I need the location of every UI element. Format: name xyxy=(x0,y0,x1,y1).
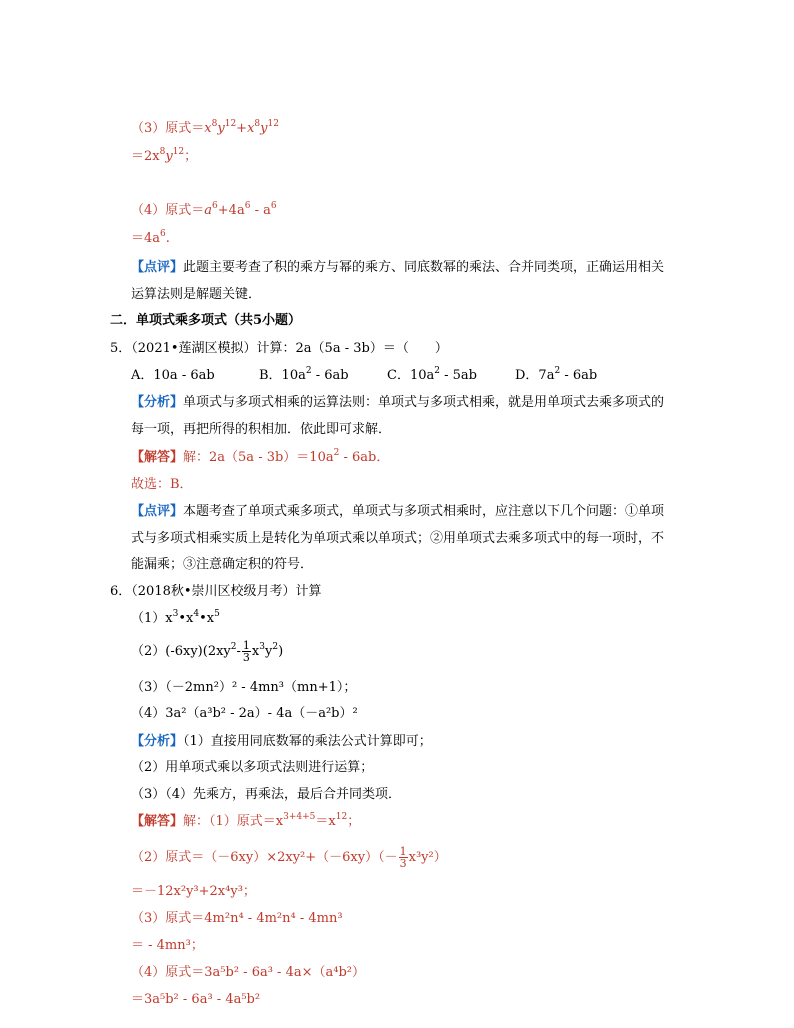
q6-item3: （3）（－2mn²）² - 4mn³（mn+1）； xyxy=(131,680,357,695)
p3-line1: （3）原式$=x^8y^{12}+x^8y^{12}$ xyxy=(131,119,279,136)
p3-line2: $=2x^8y^{12}$； xyxy=(131,147,198,164)
analysis-tag: 【分析】 xyxy=(131,734,184,749)
comment1-line1: 【点评】此题主要考查了积的乘方与幂的乘方、同底数幂的乘法、合并同类项，正确运用相关 xyxy=(131,260,665,275)
q5-analysis-line2: 每一项，再把所得的积相加．依此即可求解． xyxy=(131,422,392,437)
q6-answer-line1: 【解答】解：（1）原式$=x^{3+4+5}=x^{12}$； xyxy=(131,812,361,829)
p4-line2: $=4a^6$. xyxy=(131,229,170,246)
q5-choice: 故选：B． xyxy=(131,477,193,492)
analysis-tag: 【分析】 xyxy=(131,395,184,410)
q6-answer-line5: ＝ - 4mn³； xyxy=(131,938,204,953)
fraction: $\frac{1}{3}$ xyxy=(242,639,250,664)
q6-item2: $(2)(-6xy)(2xy^2-$ $\frac{1}{3}$ $x^3y^2$) xyxy=(131,639,284,664)
q6-answer-line6: （4）原式＝3a⁵b² - 6a³ - 4a×（a⁴b²） xyxy=(131,965,365,980)
q5-comment-line2: 式与多项式相乘实质上是转化为单项式乘以单项式；②用单项式去乘多项式中的每一项时，不 xyxy=(131,531,665,546)
q6-analysis-line3: （3）（4）先乘方，再乘法，最后合并同类项． xyxy=(131,787,402,802)
fraction: $\frac{1}{3}$ xyxy=(399,845,407,870)
q6-item1: $(1)x^3•x^4•x^5$ xyxy=(131,609,220,626)
section-heading: 二．单项式乘多项式（共5小题） xyxy=(110,313,302,328)
q6-stem: 6．（2018秋•崇川区校级月考）计算 xyxy=(110,584,322,599)
q5-options xyxy=(131,367,643,385)
q6-answer-line2: （2）原式＝（－6xy）×2xy²+（－6xy）（－ $\frac{1}{3}$ x³y²） xyxy=(131,845,447,870)
q6-analysis-line2: （2）用单项式乘以多项式法则进行运算； xyxy=(131,760,374,775)
q6-item4: （4）3a²（a³b² - 2a）- 4a（－a²b）² xyxy=(131,706,358,721)
q6-analysis-line1: 【分析】（1）直接用同底数幂的乘法公式计算即可； xyxy=(131,734,432,749)
q5-stem: 5．（2021•莲湖区模拟）计算：2a（5a - 3b）＝（ ） xyxy=(110,341,448,356)
p4-line1: （4）原式$=a^6+4a^6 - a^6$ xyxy=(131,201,277,218)
answer-tag: 【解答】 xyxy=(131,450,184,465)
q6-answer-line7: ＝3a⁵b² - 6a³ - 4a⁵b² xyxy=(131,992,261,1007)
q6-answer-line3: ＝－12x²y³+2x⁴y³； xyxy=(131,884,256,899)
option-b: B．$10a^2 - 6ab$ xyxy=(259,366,349,383)
comment-tag: 【点评】 xyxy=(131,504,184,519)
option-a: A．10a - 6ab xyxy=(131,368,215,383)
q5-comment-line1: 【点评】本题考查了单项式乘多项式，单项式与多项式相乘时，应注意以下几个问题：①单项 xyxy=(131,504,665,519)
q5-answer: 【解答】解：$2a(5a - 3b)=10a^2 - 6ab$． xyxy=(131,448,390,465)
option-d: D．$7a^2 - 6ab$ xyxy=(515,366,598,383)
q5-comment-line3: 能漏乘；③注意确定积的符号． xyxy=(131,557,314,572)
q6-answer-line4: （3）原式＝4m²n⁴ - 4m²n⁴ - 4mn³ xyxy=(131,911,343,926)
option-c: C．$10a^2 - 5ab$ xyxy=(387,366,477,383)
comment1-line2: 运算法则是解题关键． xyxy=(131,287,262,302)
answer-tag: 【解答】 xyxy=(131,814,184,829)
q5-analysis-line1: 【分析】单项式与多项式相乘的运算法则：单项式与多项式相乘，就是用单项式去乘多项式的 xyxy=(131,395,665,410)
comment-tag: 【点评】 xyxy=(131,260,184,275)
